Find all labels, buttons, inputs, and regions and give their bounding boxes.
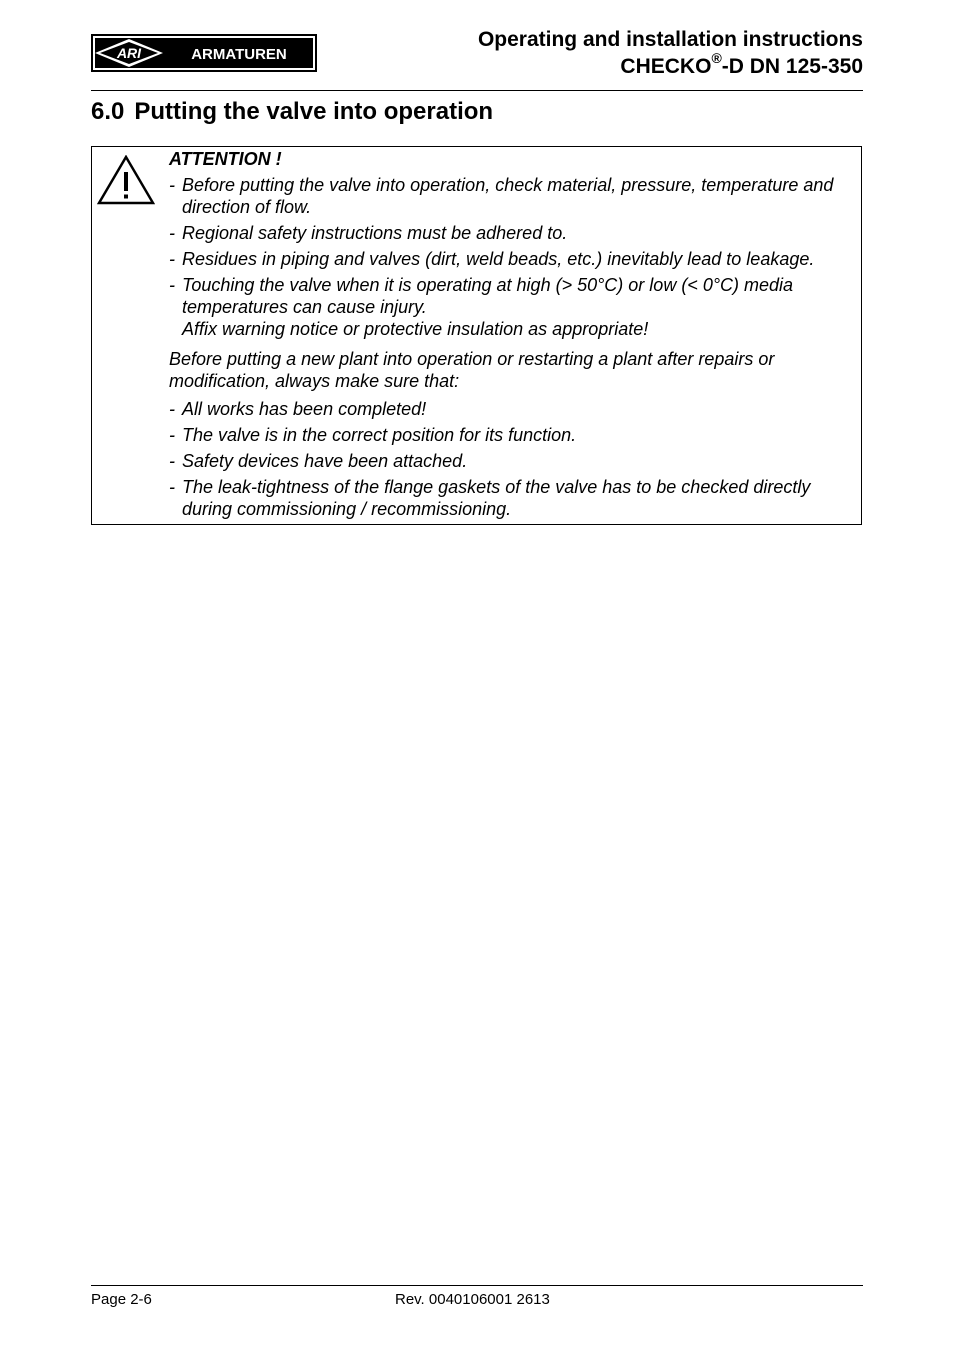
list-item: - Touching the valve when it is operating at high (> 50°C) or low (< 0°C) media temperatures can cause injury.: [169, 274, 859, 318]
warning-triangle-icon: [97, 155, 155, 205]
product-suffix: -D DN 125-350: [721, 55, 863, 78]
product-name: CHECKO: [620, 55, 712, 78]
list-item-continuation: Affix warning notice or protective insulation as appropriate!: [182, 319, 649, 339]
list-item: - Residues in piping and valves (dirt, weld beads, etc.) inevitably lead to leakage.: [169, 248, 859, 270]
attention-notice-box: [91, 146, 862, 525]
list-item: - The valve is in the correct position for its function.: [169, 424, 859, 446]
list-item: - Before putting the valve into operation, check material, pressure, temperature and direction of flow.: [169, 174, 859, 218]
ari-armaturen-logo: [91, 34, 317, 72]
notice-body: [169, 147, 859, 520]
page-number: Page 2-6: [91, 1291, 152, 1308]
logo-wordmark: ARMATUREN: [191, 46, 287, 63]
list-item: - Safety devices have been attached.: [169, 450, 859, 472]
logo-monogram: ARI: [116, 45, 142, 61]
attention-heading: ATTENTION !: [169, 149, 282, 169]
document-title: [478, 26, 863, 80]
section-heading: [91, 96, 493, 128]
section-number: 6.0: [91, 98, 125, 125]
section-title: Putting the valve into operation: [134, 98, 494, 125]
commissioning-paragraph: Before putting a new plant into operation or restarting a plant after repairs or modification, always make sure that:: [169, 349, 775, 391]
commissioning-checklist: [169, 398, 859, 520]
footer-divider: [91, 1285, 863, 1286]
list-item: - The leak-tightness of the flange gaskets of the valve has to be checked directly during commissioning / recommissioning.: [169, 476, 859, 520]
title-line-2: [478, 50, 863, 80]
revision-number: Rev. 0040106001 2613: [395, 1291, 550, 1308]
list-item: - All works has been completed!: [169, 398, 859, 420]
title-line-1: Operating and installation instructions: [477, 28, 863, 51]
list-item: - Regional safety instructions must be adhered to.: [169, 222, 859, 244]
registered-mark: ®: [711, 50, 722, 66]
precaution-list: [169, 174, 859, 340]
header-divider: [91, 90, 863, 91]
